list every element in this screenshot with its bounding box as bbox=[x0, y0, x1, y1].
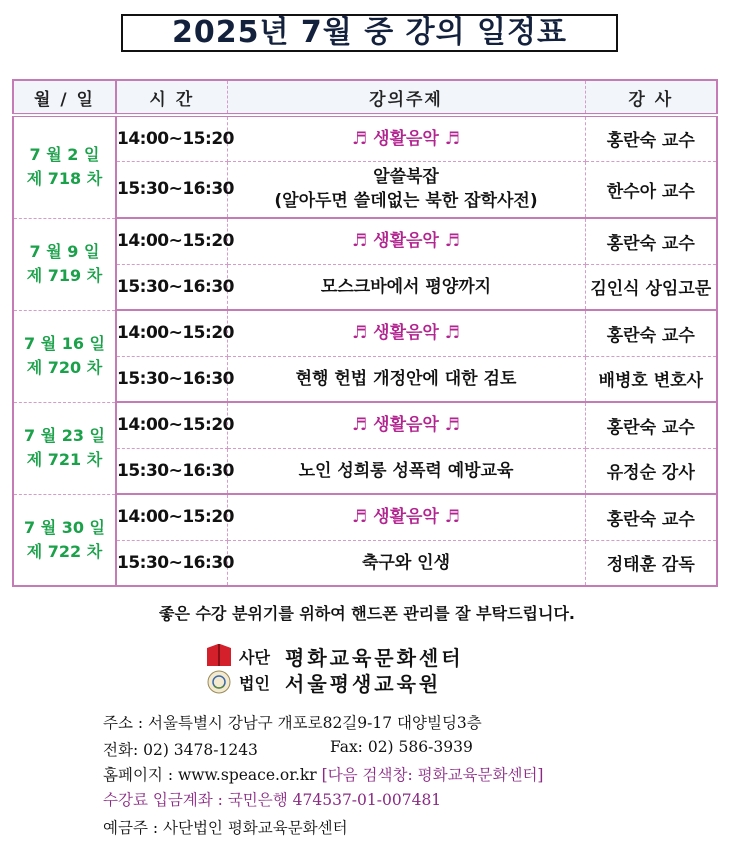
topic-cell: ♬ 생활음악 ♬ bbox=[227, 310, 585, 356]
time-cell: 15:30~16:30 bbox=[116, 356, 227, 402]
table-header-row bbox=[13, 80, 717, 115]
session-date-cell bbox=[13, 402, 116, 494]
session-round: 제 720 차 bbox=[26, 358, 103, 377]
session-date-cell bbox=[13, 310, 116, 402]
table-row bbox=[13, 494, 717, 540]
lecturer-cell: 홍란숙 교수 bbox=[585, 115, 717, 161]
fax-line: Fax: 02) 586-3939 bbox=[330, 738, 473, 756]
header-date: 월 / 일 bbox=[13, 80, 116, 115]
notice-text: 좋은 수강 분위기를 위하여 핸드폰 관리를 잘 부탁드립니다. bbox=[158, 604, 575, 623]
table-row bbox=[13, 161, 717, 218]
holder-line: 예금주 : 사단법인 평화교육문화센터 bbox=[103, 819, 348, 837]
header-topic: 강의주제 bbox=[227, 80, 585, 115]
table-row bbox=[13, 448, 717, 494]
session-date-cell bbox=[13, 494, 116, 586]
lecturer-cell: 유정순 강사 bbox=[585, 448, 717, 494]
homepage-line bbox=[103, 763, 543, 785]
page-title: 2025년 7월 중 강의 일정표 bbox=[121, 14, 618, 52]
topic-subtitle: (알아두면 쓸데없는 북한 잡학사전) bbox=[274, 191, 538, 212]
time-cell: 15:30~16:30 bbox=[116, 448, 227, 494]
schedule-table bbox=[12, 79, 718, 587]
topic-cell: 축구와 인생 bbox=[227, 540, 585, 586]
session-round: 제 718 차 bbox=[26, 169, 103, 189]
session-date: 7 월 30 일 bbox=[23, 517, 106, 537]
lecturer-cell: 홍란숙 교수 bbox=[585, 218, 717, 264]
lecturer-cell: 배병호 변호사 bbox=[585, 356, 717, 402]
logo-text-big-2: 서울평생교육원 bbox=[285, 672, 442, 696]
table-row bbox=[13, 264, 717, 310]
search-hint: [다음 검색창: 평화교육문화센터] bbox=[321, 766, 544, 784]
lecturer-cell: 한수아 교수 bbox=[585, 161, 717, 218]
logo-text-small-2: 법인 bbox=[239, 674, 270, 693]
time-cell: 15:30~16:30 bbox=[116, 264, 227, 310]
lecturer-cell: 홍란숙 교수 bbox=[585, 494, 717, 540]
time-cell: 15:30~16:30 bbox=[116, 540, 227, 586]
topic-cell: ♬ 생활음악 ♬ bbox=[227, 218, 585, 264]
topic-cell: 모스크바에서 평양까지 bbox=[227, 264, 585, 310]
session-date: 7 월 2 일 bbox=[29, 145, 100, 165]
session-date: 7 월 23 일 bbox=[23, 426, 106, 445]
topic-cell: 현행 헌법 개정안에 대한 검토 bbox=[227, 356, 585, 402]
topic-cell bbox=[227, 161, 585, 218]
table-row bbox=[13, 115, 717, 161]
book-flag-icon bbox=[205, 642, 233, 668]
header-lecturer: 강 사 bbox=[585, 80, 717, 115]
lecturer-cell: 김인식 상임고문 bbox=[585, 264, 717, 310]
homepage-link[interactable]: 홈페이지 : www.speace.or.kr bbox=[103, 766, 317, 784]
organization-logo bbox=[205, 640, 525, 696]
session-date-cell bbox=[13, 115, 116, 218]
time-cell: 15:30~16:30 bbox=[116, 161, 227, 218]
time-cell: 14:00~15:20 bbox=[116, 218, 227, 264]
logo-text-small-1: 사단 bbox=[239, 648, 270, 667]
header-time: 시 간 bbox=[116, 80, 227, 115]
session-round: 제 719 차 bbox=[26, 266, 103, 285]
phone-line: 전화: 02) 3478-1243 bbox=[103, 741, 258, 759]
session-round: 제 721 차 bbox=[26, 450, 103, 469]
topic-title: 알쓸북잡 bbox=[373, 167, 439, 188]
lecturer-cell: 홍란숙 교수 bbox=[585, 310, 717, 356]
table-row bbox=[13, 402, 717, 448]
time-cell: 14:00~15:20 bbox=[116, 310, 227, 356]
account-line: 수강료 입금계좌 : 국민은행 474537-01-007481 bbox=[103, 791, 442, 809]
table-row bbox=[13, 540, 717, 586]
session-date: 7 월 16 일 bbox=[23, 334, 106, 353]
topic-cell: ♬ 생활음악 ♬ bbox=[227, 494, 585, 540]
seal-icon bbox=[207, 670, 231, 694]
table-row bbox=[13, 356, 717, 402]
table-row bbox=[13, 310, 717, 356]
session-date: 7 월 9 일 bbox=[29, 242, 100, 261]
time-cell: 14:00~15:20 bbox=[116, 494, 227, 540]
lecturer-cell: 홍란숙 교수 bbox=[585, 402, 717, 448]
logo-text-big-1: 평화교육문화센터 bbox=[285, 646, 464, 670]
session-date-cell bbox=[13, 218, 116, 310]
lecturer-cell: 정태훈 감독 bbox=[585, 540, 717, 586]
time-cell: 14:00~15:20 bbox=[116, 115, 227, 161]
topic-cell: ♬ 생활음악 ♬ bbox=[227, 115, 585, 161]
topic-cell: 노인 성희롱 성폭력 예방교육 bbox=[227, 448, 585, 494]
time-cell: 14:00~15:20 bbox=[116, 402, 227, 448]
topic-cell: ♬ 생활음악 ♬ bbox=[227, 402, 585, 448]
table-row bbox=[13, 218, 717, 264]
session-round: 제 722 차 bbox=[26, 541, 103, 561]
address-line: 주소 : 서울특별시 강남구 개포로82길9-17 대양빌딩3층 bbox=[103, 714, 482, 732]
